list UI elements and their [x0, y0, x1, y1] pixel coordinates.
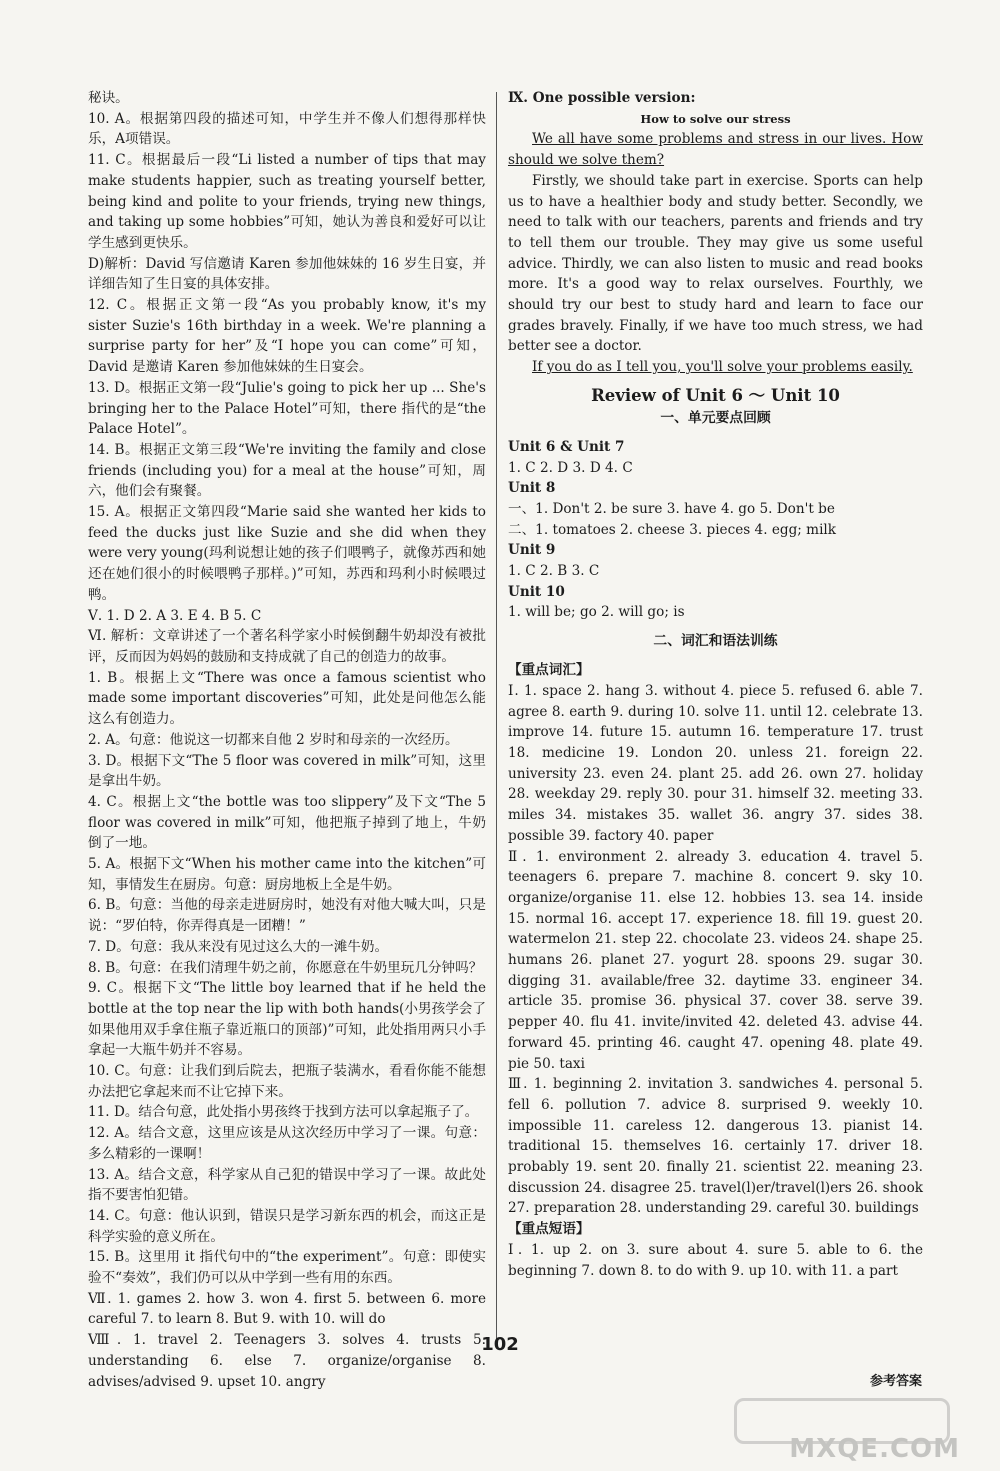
- column-divider: [496, 92, 497, 1342]
- answer-item: 12. C。根据正文第一段“As you probably know, it's my sister Suzie's 16th birthday in a week. We're planning a surprise party for her”及“I hope you can come”可知，David 是邀请 Karen 参加他妹妹的生日宴会。: [88, 297, 486, 376]
- answer-item: 12. A。结合文意，这里应该是从这次经历中学习了一课。句意：多么精彩的一课啊！: [88, 1125, 486, 1162]
- answer-item: Ⅷ. 1. travel 2. Teenagers 3. solves 4. trusts 5. understanding 6. else 7. organize/organise 8. advises/advised 9. upset 10. angry: [88, 1332, 486, 1390]
- answer-item: 13. D。根据正文第一段“Julie's going to pick her up ... She's bringing her to the Palace Hotel”可知，there 指代的是“the Palace Hotel”。: [88, 379, 486, 438]
- answer-item: Ⅶ. 1. games 2. how 3. won 4. first 5. between 6. more careful 7. to learn 8. But 9. with 10. will do: [88, 1290, 486, 1328]
- unit-label: Unit 9: [508, 542, 556, 559]
- answer-item: 1. B。根据上文“There was once a famous scientist who made some important discoveries”可知，此处是问他怎么能这么有创造力。: [88, 669, 486, 728]
- page-number: 102: [481, 1334, 519, 1355]
- vocab-label: 【重点词汇】: [508, 662, 590, 679]
- answer-item: 15. A。根据正文第四段“Marie said she wanted her kids to feed the ducks just like Suzie and she did when they were very young(玛利说想让她的孩子们喂鸭子，就像苏西和她还在她们很小的时候喂鸭子那样。)”可知，苏西和玛利小时候喂过鸭。: [88, 504, 486, 603]
- answer-item: Ⅵ. 解析：文章讲述了一个著名科学家小时候倒翻牛奶却没有被批评，反而因为妈妈的鼓励和支持成就了自己的创造力的故事。: [88, 628, 486, 665]
- answer-item: 8. B。句意：在我们清理牛奶之前，你愿意在牛奶里玩几分钟吗？: [88, 959, 483, 976]
- vocab-answers-1: Ⅰ. 1. space 2. hang 3. without 4. piece 5. refused 6. able 7. agree 8. earth 9. during 10. solve 11. until 12. celebrate 13. improve 14. future 15. autumn 16. temperature 17. trust 18. medicine 19. London 20. unless 21. foreign 22. university 23. even 24. plant 25. add 26. own 27. holiday 28. weekday 29. reply 30. pour 31. himself 32. meeting 33. miles 34. mistakes 35. wallet 36. angry 37. sides 38. possible 39. factory 40. paper: [508, 682, 923, 844]
- answer-item: 2. A。句意：他说这一切都来自他 2 岁时和母亲的一次经历。: [88, 731, 459, 748]
- answer-item: 10. C。句意：让我们到后院去，把瓶子装满水，看看你能不能想办法把它拿起来而不让它掉下来。: [88, 1063, 486, 1100]
- vocab-answers-3: Ⅲ. 1. beginning 2. invitation 3. sandwiches 4. personal 5. fell 6. pollution 7. advice 8. surprised 9. weekly 10. impossible 11. careless 12. dangerous 13. pianist 14. traditional 15. themselves 16. certainly 17. driver 18. probably 19. sent 20. finally 21. scientist 22. meaning 23. discussion 24. disagree 25. travel(l)er/travel(l)ers 26. shook 27. preparation 28. understanding 29. careful 30. buildings: [508, 1076, 923, 1217]
- footer-label: 参考答案: [869, 1374, 922, 1389]
- essay-title: How to solve our stress: [640, 111, 791, 126]
- watermark-logo: [710, 1398, 970, 1468]
- answer-item: 14. B。根据正文第三段“We're inviting the family and close friends (including you) for a meal at the house”可知，周六，他们会有聚餐。: [88, 441, 486, 500]
- answer-item: 9. C。根据下文“The little boy learned that if he held the bottle at the top near the lip with both hands(小男孩学会了如果他用双手拿住瓶子靠近瓶口的顶部)”可知，此处指用两只小手拿起一大瓶牛奶并不容易。: [88, 980, 486, 1059]
- answer-item: 4. C。根据上文“the bottle was too slippery”及下文“The 5 floor was covered in milk”可知，他把瓶子掉到了地上，牛奶倒了一地。: [88, 793, 486, 852]
- vocab-answers-2: Ⅱ. 1. environment 2. already 3. education 4. travel 5. teenagers 6. prepare 7. machine 8. concert 9. sky 10. organize/organise 11. else 12. hobbies 13. sea 14. inside 15. normal 16. accept 17. experience 18. fill 19. guest 20. watermelon 21. step 22. chocolate 23. videos 24. shape 25. humans 26. planet 27. yogurt 28. spoons 29. sugar 30. digging 31. available/free 32. daytime 33. engineer 34. article 35. promise 36. physical 37. cover 38. serve 39. pepper 40. flu 41. invite/invited 42. deleted 43. advise 44. forward 45. printing 46. caught 47. opening 48. plate 49. pie 50. taxi: [508, 848, 923, 1072]
- answer-item: 11. D。结合句意，此处指小男孩终于找到方法可以拿起瓶子了。: [88, 1104, 479, 1121]
- section-title: 二、词汇和语法训练: [653, 633, 778, 650]
- answer-line: 1. will be; go 2. will go; is: [508, 604, 685, 621]
- answer-item: 15. B。这里用 it 指代句中的“the experiment”。句意：即使实验不“奏效”，我们仍可以从中学到一些有用的东西。: [88, 1249, 486, 1287]
- section-title: 一、单元要点回顾: [660, 409, 771, 426]
- answer-item: 6. B。句意：当他的母亲走进厨房时，她没有对他大喊大叫，只是说：“罗伯特，你弄得真是一团糟！”: [88, 897, 486, 935]
- answer-line: 1. C 2. B 3. C: [508, 563, 600, 580]
- unit-label: Unit 8: [508, 480, 556, 497]
- essay-intro: We all have some problems and stress in our lives. How should we solve them?: [508, 131, 923, 169]
- answer-item: 7. D。句意：我从来没有见过这么大的一滩牛奶。: [88, 938, 389, 955]
- review-title: Review of Unit 6 ～ Unit 10: [591, 385, 840, 405]
- answer-item: 10. A。根据第四段的描述可知，中学生并不像人们想得那样快乐，A项错误。: [88, 110, 486, 148]
- answer-line: 1. C 2. D 3. D 4. C: [508, 459, 633, 476]
- right-column: [508, 88, 923, 1281]
- essay-label: Ⅸ. One possible version:: [508, 90, 696, 106]
- answer-line: 二、1. tomatoes 2. cheese 3. pieces 4. egg; milk: [508, 521, 837, 538]
- phrase-label: 【重点短语】: [508, 1221, 590, 1238]
- left-column: [88, 88, 486, 1392]
- answer-item: D)解析：David 写信邀请 Karen 参加他妹妹的 16 岁生日宴，并详细告知了生日宴的具体安排。: [88, 255, 486, 293]
- phrase-answers: Ⅰ. 1. up 2. on 3. sure about 4. sure 5. able to 6. the beginning 7. down 8. to do with 9. up 10. with 11. a part: [508, 1241, 923, 1279]
- answer-item: 5. A。根据下文“When his mother came into the kitchen”可知，事情发生在厨房。句意：厨房地板上全是牛奶。: [88, 856, 486, 893]
- answer-item: 3. D。根据下文“The 5 floor was covered in milk”可知，这里是拿出牛奶。: [88, 752, 486, 790]
- essay-conclusion: If you do as I tell you, you'll solve your problems easily.: [532, 359, 913, 376]
- answer-item: Ⅴ. 1. D 2. A 3. E 4. B 5. C: [88, 607, 262, 624]
- answer-line: 一、1. Don't 2. be sure 3. have 4. go 5. Don't be: [508, 500, 835, 517]
- essay-body: Firstly, we should take part in exercise. Sports can help us to have a healthier body and study better. Secondly, we need to talk with our teachers, parents and friends and try to tell them our trouble. They may give us some useful advice. Thirdly, we can also listen to music and read books more. It's a good way to relax ourselves. Fourthly, we should try our best to study hard and learn to face our grades bravely. Finally, if we have too much stress, we had better see a doctor.: [508, 172, 923, 355]
- unit-label: Unit 6 & Unit 7: [508, 438, 625, 455]
- answer-item: 13. A。结合文意，科学家从自己犯的错误中学习了一课。故此处指不要害怕犯错。: [88, 1166, 486, 1204]
- unit-label: Unit 10: [508, 583, 565, 600]
- answer-item: 11. C。根据最后一段“Li listed a number of tips that may make students happier, such as treating yourself better, being kind and polite to your friends, trying new things, and taking up some hobbies”可知，她认为善良和爱好可以让学生感到更快乐。: [88, 152, 486, 251]
- watermark-text: MXQE.COM: [789, 1434, 960, 1464]
- answer-item: 14. C。句意：他认识到，错误只是学习新东西的机会，而这正是科学实验的意义所在。: [88, 1207, 486, 1245]
- answer-item: 秘诀。: [88, 90, 129, 106]
